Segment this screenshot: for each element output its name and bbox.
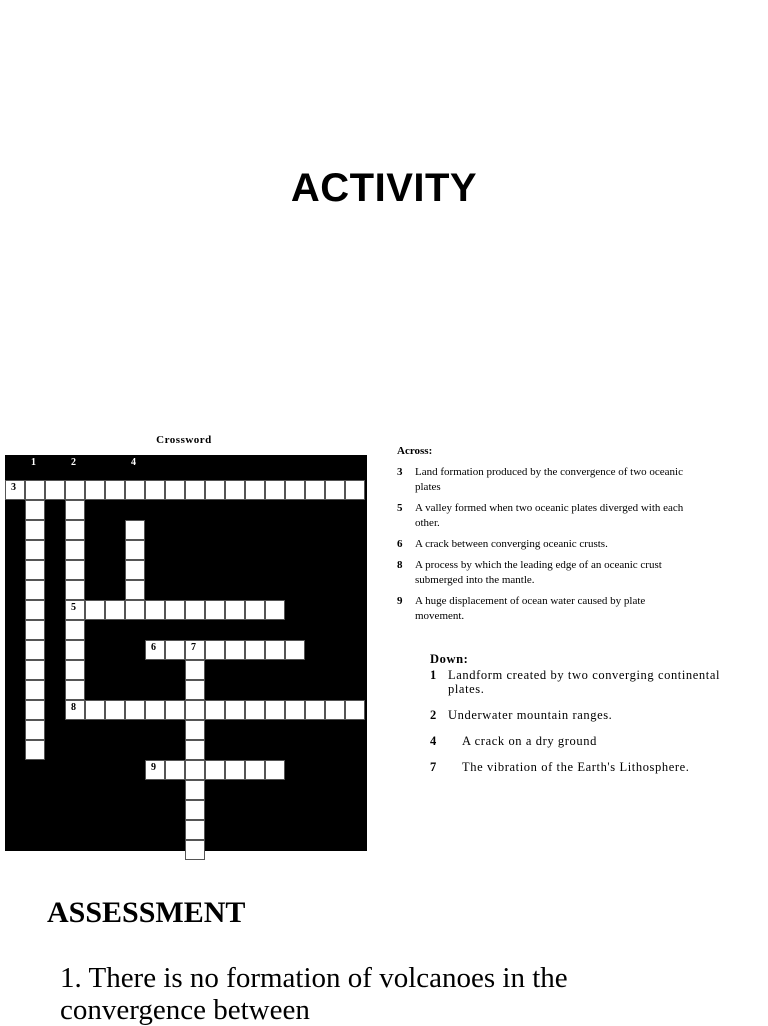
down-clue bbox=[430, 668, 730, 696]
clue-text: A crack on a dry ground bbox=[462, 734, 597, 748]
crossword-cell[interactable] bbox=[265, 700, 285, 720]
crossword-cell[interactable] bbox=[305, 700, 325, 720]
crossword-cell[interactable] bbox=[285, 640, 305, 660]
crossword-cell[interactable] bbox=[25, 640, 45, 660]
crossword-cell[interactable] bbox=[25, 580, 45, 600]
crossword-cell[interactable] bbox=[185, 740, 205, 760]
clue-number-label: 5 bbox=[71, 602, 76, 613]
clue-text: Landform created by two converging continental plates. bbox=[448, 668, 721, 696]
crossword-cell[interactable] bbox=[245, 480, 265, 500]
crossword-cell[interactable] bbox=[145, 480, 165, 500]
crossword-cell[interactable] bbox=[125, 540, 145, 560]
crossword-cell[interactable] bbox=[325, 480, 345, 500]
crossword-cell[interactable] bbox=[185, 600, 205, 620]
crossword-cell[interactable] bbox=[265, 480, 285, 500]
across-clue bbox=[397, 465, 687, 495]
crossword-cell[interactable] bbox=[125, 600, 145, 620]
crossword-cell[interactable] bbox=[25, 680, 45, 700]
clue-number: 1 bbox=[430, 668, 437, 682]
clue-text: A crack between converging oceanic crusts. bbox=[415, 538, 608, 550]
across-header: Across: bbox=[397, 445, 433, 457]
crossword-cell[interactable] bbox=[25, 660, 45, 680]
crossword-cell[interactable] bbox=[205, 640, 225, 660]
clue-number-label: 8 bbox=[71, 702, 76, 713]
crossword-cell[interactable] bbox=[65, 640, 85, 660]
crossword-cell[interactable] bbox=[185, 760, 205, 780]
crossword-cell[interactable] bbox=[105, 600, 125, 620]
crossword-cell[interactable] bbox=[185, 780, 205, 800]
crossword-cell[interactable] bbox=[65, 560, 85, 580]
crossword-cell[interactable] bbox=[25, 720, 45, 740]
crossword-cell[interactable] bbox=[125, 480, 145, 500]
crossword-cell[interactable] bbox=[145, 600, 165, 620]
clue-number: 2 bbox=[430, 708, 437, 722]
crossword-cell[interactable] bbox=[245, 640, 265, 660]
crossword-cell[interactable] bbox=[25, 620, 45, 640]
clue-number: 5 bbox=[397, 502, 403, 514]
crossword-cell[interactable] bbox=[165, 480, 185, 500]
crossword-cell[interactable] bbox=[185, 480, 205, 500]
crossword-cell[interactable] bbox=[65, 540, 85, 560]
clue-text: Land formation produced by the convergence of two oceanic plates bbox=[415, 466, 683, 493]
down-clues bbox=[430, 652, 730, 786]
clue-number: 4 bbox=[430, 734, 437, 748]
crossword-cell[interactable] bbox=[265, 640, 285, 660]
crossword-cell[interactable] bbox=[205, 600, 225, 620]
across-clue bbox=[397, 537, 687, 552]
clue-text: A valley formed when two oceanic plates diverged with each other. bbox=[415, 502, 684, 529]
clue-number-label: 1 bbox=[31, 457, 36, 468]
crossword-cell[interactable] bbox=[125, 560, 145, 580]
assessment-title: ASSESSMENT bbox=[47, 896, 246, 929]
crossword-cell[interactable] bbox=[65, 580, 85, 600]
crossword-cell[interactable] bbox=[185, 680, 205, 700]
crossword-cell[interactable] bbox=[45, 480, 65, 500]
clue-number-label: 9 bbox=[151, 762, 156, 773]
clue-number: 3 bbox=[397, 466, 403, 478]
crossword-cell[interactable] bbox=[245, 760, 265, 780]
down-clue bbox=[430, 760, 730, 774]
crossword-cell[interactable] bbox=[25, 740, 45, 760]
clue-number: 6 bbox=[397, 538, 403, 550]
crossword-cell[interactable] bbox=[225, 600, 245, 620]
crossword-cell[interactable] bbox=[85, 600, 105, 620]
crossword-cell[interactable] bbox=[85, 480, 105, 500]
crossword-cell[interactable] bbox=[165, 640, 185, 660]
across-clue bbox=[397, 558, 687, 588]
crossword-cell[interactable] bbox=[185, 700, 205, 720]
crossword-cell[interactable] bbox=[345, 480, 365, 500]
assessment-question: 1. There is no formation of volcanoes in the convergence between bbox=[60, 962, 568, 1026]
crossword-cell[interactable] bbox=[25, 600, 45, 620]
crossword-cell[interactable] bbox=[185, 720, 205, 740]
crossword-cell[interactable] bbox=[205, 480, 225, 500]
crossword-cell[interactable] bbox=[265, 760, 285, 780]
crossword-cell[interactable] bbox=[65, 480, 85, 500]
crossword-cell[interactable] bbox=[25, 540, 45, 560]
crossword-cell[interactable] bbox=[145, 700, 165, 720]
crossword-cell[interactable] bbox=[65, 660, 85, 680]
crossword-cell[interactable] bbox=[125, 580, 145, 600]
crossword-cell[interactable] bbox=[105, 480, 125, 500]
across-clue bbox=[397, 501, 687, 531]
crossword-cell[interactable] bbox=[245, 700, 265, 720]
crossword-title: Crossword bbox=[156, 434, 212, 446]
clue-number-label: 4 bbox=[131, 457, 136, 468]
across-clue bbox=[397, 594, 687, 624]
crossword-cell[interactable] bbox=[205, 700, 225, 720]
down-clue bbox=[430, 708, 730, 722]
crossword-cell[interactable] bbox=[105, 700, 125, 720]
clue-number-label: 2 bbox=[71, 457, 76, 468]
crossword-cell[interactable] bbox=[185, 800, 205, 820]
crossword-cell[interactable] bbox=[225, 640, 245, 660]
crossword-cell[interactable] bbox=[165, 760, 185, 780]
crossword-cell[interactable] bbox=[65, 520, 85, 540]
clue-number: 8 bbox=[397, 559, 403, 571]
crossword-cell[interactable] bbox=[165, 600, 185, 620]
crossword-cell[interactable] bbox=[65, 500, 85, 520]
crossword-cell[interactable] bbox=[25, 500, 45, 520]
crossword-cell[interactable] bbox=[165, 700, 185, 720]
crossword-cell[interactable] bbox=[325, 700, 345, 720]
crossword-cell[interactable] bbox=[245, 600, 265, 620]
clue-number-label: 3 bbox=[11, 482, 16, 493]
crossword-cell[interactable] bbox=[25, 480, 45, 500]
clue-number-label: 6 bbox=[151, 642, 156, 653]
crossword-cell[interactable] bbox=[185, 840, 205, 860]
crossword-cell[interactable] bbox=[265, 600, 285, 620]
clue-number: 9 bbox=[397, 595, 403, 607]
clue-text: A process by which the leading edge of an oceanic crust submerged into the mantle. bbox=[415, 559, 662, 586]
clue-text: A huge displacement of ocean water caused by plate movement. bbox=[415, 595, 646, 622]
crossword-cell[interactable] bbox=[65, 680, 85, 700]
clue-text: The vibration of the Earth's Lithosphere. bbox=[462, 760, 690, 774]
crossword-cell[interactable] bbox=[225, 700, 245, 720]
crossword-cell[interactable] bbox=[25, 560, 45, 580]
across-clues bbox=[397, 444, 687, 630]
slide-title: ACTIVITY bbox=[290, 166, 478, 210]
crossword-cell[interactable] bbox=[285, 480, 305, 500]
crossword-cell[interactable] bbox=[225, 480, 245, 500]
down-clue bbox=[430, 734, 730, 748]
crossword-cell[interactable] bbox=[225, 760, 245, 780]
crossword-cell[interactable] bbox=[25, 700, 45, 720]
clue-text: Underwater mountain ranges. bbox=[448, 708, 613, 722]
crossword-grid bbox=[5, 455, 367, 851]
crossword-cell[interactable] bbox=[345, 700, 365, 720]
crossword-cell[interactable] bbox=[65, 620, 85, 640]
crossword-cell[interactable] bbox=[285, 700, 305, 720]
crossword-cell[interactable] bbox=[125, 700, 145, 720]
crossword-cell[interactable] bbox=[25, 520, 45, 540]
crossword-cell[interactable] bbox=[185, 660, 205, 680]
crossword-cell[interactable] bbox=[205, 760, 225, 780]
crossword-cell[interactable] bbox=[125, 520, 145, 540]
crossword-cell[interactable] bbox=[185, 820, 205, 840]
clue-number: 7 bbox=[430, 760, 437, 774]
crossword-cell[interactable] bbox=[305, 480, 325, 500]
crossword-cell[interactable] bbox=[85, 700, 105, 720]
clue-number-label: 7 bbox=[191, 642, 196, 653]
down-header: Down: bbox=[430, 652, 469, 666]
